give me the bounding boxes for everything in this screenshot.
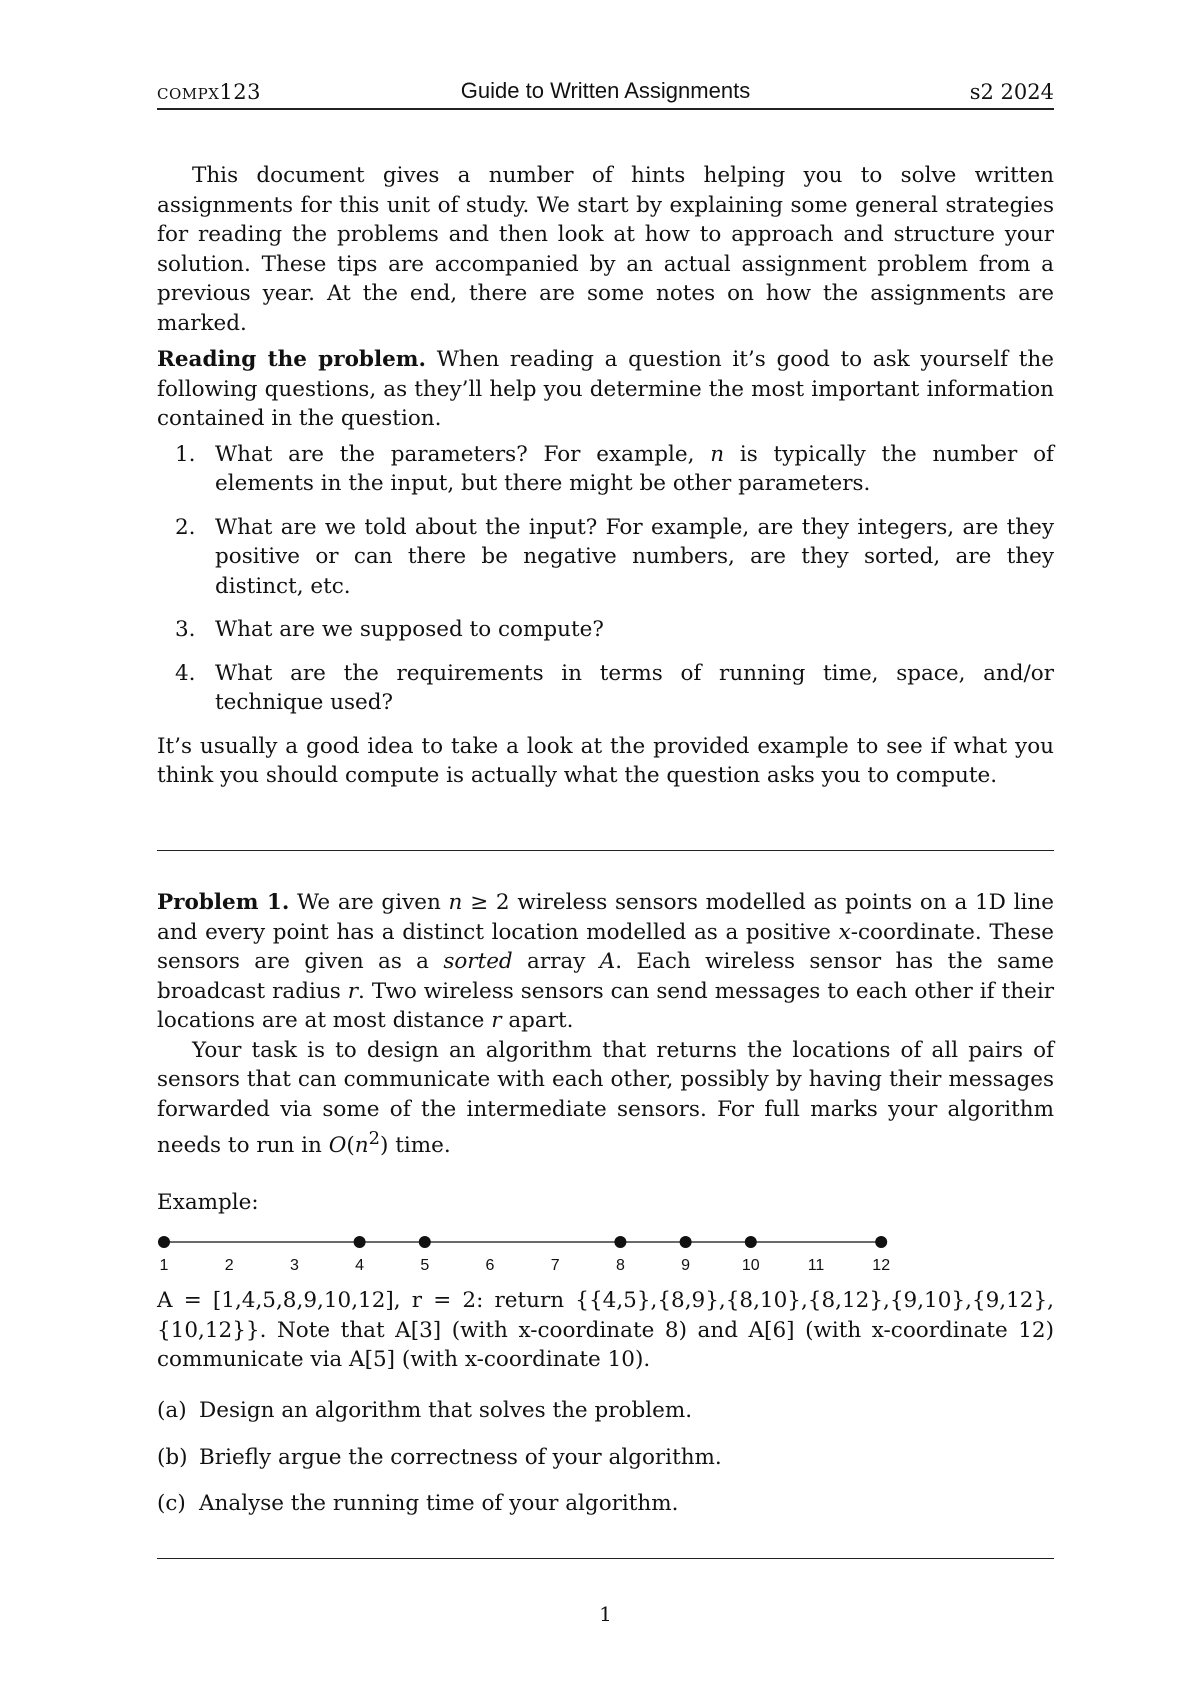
number-line-tick-label: 9	[681, 1257, 691, 1274]
problem-section	[157, 888, 1054, 1161]
term-label: s2 2024	[969, 80, 1054, 104]
sensor-point	[614, 1236, 626, 1248]
list-item: 1. What are the parameters? For example, n is typically the number of elements in the input, but there might be other parameters.	[175, 441, 1054, 496]
problem-paragraph-1: Problem 1. We are given n ≥ 2 wireless sensors modelled as points on a 1D line and every point has a distinct location modelled as a positive x-coordinate. These sensors are given as a sorted array A. Each wireless sensor has the same broadcast radius r. Two wireless sensors can send messages to each other if their locations are at most distance r apart.	[157, 890, 1054, 1033]
list-item: 3. What are we supposed to compute?	[157, 615, 1054, 645]
course-code: compx123	[157, 80, 261, 104]
document-title: Guide to Written Assignments	[460, 78, 751, 103]
reading-heading: Reading the problem.	[157, 347, 427, 372]
question-list	[157, 440, 1054, 718]
page-number: 1	[599, 1602, 612, 1626]
number-line-tick-label: 8	[615, 1257, 625, 1274]
number-line-tick-label: 4	[355, 1257, 365, 1274]
reading-closing-paragraph: It’s usually a good idea to take a look at the provided example to see if what you think you should compute is actually what the question asks you to compute.	[157, 733, 1054, 788]
list-item-number: 1.	[175, 441, 196, 467]
list-item-number: 3.	[175, 617, 196, 642]
task-part-a: (a) Design an algorithm that solves the problem.	[157, 1398, 693, 1423]
sensor-point	[680, 1236, 692, 1248]
number-line-tick-label: 10	[741, 1257, 760, 1274]
example-label: Example:	[157, 1190, 259, 1215]
list-item-number: 2.	[175, 514, 196, 540]
reading-section	[157, 345, 1054, 791]
sensor-point	[745, 1236, 757, 1248]
number-line-tick-label: 7	[550, 1257, 560, 1274]
section-divider-bottom	[157, 1558, 1054, 1559]
task-parts	[157, 1396, 1054, 1536]
reading-lead-paragraph	[157, 345, 1054, 434]
sensor-point	[419, 1236, 431, 1248]
sensor-point	[354, 1236, 366, 1248]
task-part-c: (c) Analyse the running time of your algorithm.	[157, 1491, 679, 1516]
section-divider	[157, 850, 1054, 851]
reading-lead: When reading a question it’s good to ask yourself the following questions, as they’ll help you determine the most important information contained in the question.	[157, 347, 1054, 431]
number-line-tick-label: 11	[807, 1257, 825, 1274]
example-answer	[157, 1286, 1054, 1375]
number-line-tick-label: 12	[872, 1257, 891, 1274]
list-item: 2. What are we told about the input? For example, are they integers, are they positive or can there be negative numbers, are they sorted, are they distinct, etc.	[175, 514, 1054, 599]
example-answer-text: A = [1,4,5,8,9,10,12], r = 2: return {{4,5},{8,9},{8,10},{8,12},{9,10},{9,12}, {10,12}}. Note that A[3] (with x-coordinate 8) and A[6] (with x-coordinate 12) communicate via A[5] (with x-coordinate 10).	[157, 1288, 1054, 1372]
number-line-tick-label: 2	[224, 1257, 234, 1274]
intro-section	[157, 161, 1054, 338]
number-line-tick-label: 3	[289, 1257, 299, 1274]
number-line-tick-label: 5	[420, 1257, 430, 1274]
problem-paragraph-2: Your task is to design an algorithm that returns the locations of all pairs of sensors that can communicate with each other, possibly by having their messages forwarded via some of the intermediate sensors. For full marks your algorithm needs to run in $O(n^2)$ time.	[157, 1037, 1054, 1159]
number-line-tick-label: 6	[485, 1257, 495, 1274]
intro-paragraph: This document gives a number of hints helping you to solve written assignments for this unit of study. We start by explaining some general strategies for reading the problems and then look at how to approach and structure your solution. These tips are accompanied by an actual assignment problem from a previous year. At the end, there are some notes on how the assignments are marked.	[157, 163, 1054, 336]
task-part-b: (b) Briefly argue the correctness of your algorithm.	[157, 1444, 722, 1470]
number-line-tick-label: 1	[159, 1257, 169, 1274]
list-item-number: 4.	[175, 660, 196, 686]
list-item: 4. What are the requirements in terms of running time, space, and/or technique used?	[175, 660, 1054, 715]
problem-heading: Problem 1.	[157, 890, 290, 915]
page-header	[157, 78, 1054, 110]
sensor-point	[875, 1236, 887, 1248]
sensor-point	[158, 1236, 170, 1248]
number-line-diagram	[157, 1228, 891, 1278]
